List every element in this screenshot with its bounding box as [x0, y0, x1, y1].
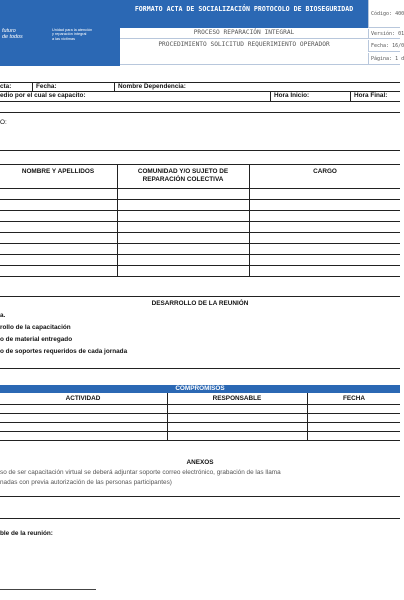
logo-slogan: futuro de todos	[2, 28, 23, 41]
table-row	[0, 199, 400, 200]
anexos-title: ANEXOS	[186, 459, 214, 466]
table-row	[0, 431, 400, 432]
table-row	[0, 413, 400, 414]
document-title: FORMATO ACTA DE SOCIALIZACIÓN PROTOCOLO DE BIOSEGURIDAD	[120, 0, 368, 28]
version-label: Versión: 01	[368, 29, 400, 39]
col-cargo-header: CARGO	[313, 168, 337, 175]
logo-block	[0, 0, 120, 66]
divider	[32, 82, 33, 91]
desarrollo-item: a.	[0, 312, 6, 319]
desarrollo-item: rollo de la capacitación	[0, 324, 71, 331]
divider	[0, 164, 400, 165]
desarrollo-title: DESARROLLO DE LA REUNIÓN	[151, 300, 249, 307]
date-label: Fecha: 16/0	[368, 40, 400, 52]
desarrollo-item: o de soportes requeridos de cada jornada	[0, 348, 128, 355]
anexos-text: so de ser capacitación virtual se deberá adjuntar soporte correo electrónico, grabación de las llama	[0, 469, 281, 476]
table-row	[0, 243, 400, 244]
table-row	[0, 188, 400, 189]
divider	[114, 82, 115, 91]
hora-inicio-label: Hora Inicio:	[274, 92, 310, 99]
col-name-header: NOMBRE Y APELLIDOS	[21, 168, 95, 175]
desarrollo-item: o de material entregado	[0, 336, 73, 343]
divider	[0, 101, 400, 102]
dependencia-label: Nombre Dependencia:	[118, 83, 186, 90]
divider	[117, 164, 118, 276]
divider	[0, 368, 400, 369]
table-row	[0, 254, 400, 255]
divider	[0, 112, 400, 113]
procedure-label: PROCEDIMIENTO SOLICITUD REQUERIMIENTO OPERADOR	[120, 40, 368, 65]
acta-label: cta:	[0, 83, 12, 90]
table-row	[0, 276, 400, 277]
page-label: Página: 1 d	[368, 53, 400, 65]
col-responsable-header: RESPONSABLE	[212, 395, 262, 402]
divider	[0, 518, 400, 519]
firma-label: ble de la reunión:	[0, 530, 53, 537]
medio-label: edio por el cual se capacito:	[0, 92, 86, 99]
table-row	[0, 265, 400, 266]
col-fecha-header: FECHA	[342, 395, 365, 402]
logo-entity-name: Unidad para la atención y reparación integral a las víctimas	[52, 28, 93, 41]
table-row	[0, 422, 400, 423]
hora-final-label: Hora Final:	[354, 92, 388, 99]
anexos-text: nadas con previa autorización de las personas participantes)	[0, 479, 172, 486]
divider	[0, 82, 400, 83]
table-row	[0, 232, 400, 233]
divider	[270, 91, 271, 101]
col-actividad-header: ACTIVIDAD	[65, 395, 101, 402]
objetivo-label: O:	[0, 119, 7, 126]
fecha-label: Fecha:	[36, 83, 57, 90]
table-row	[0, 221, 400, 222]
table-row	[0, 440, 400, 441]
divider	[307, 393, 308, 440]
table-row	[0, 404, 400, 405]
divider	[249, 164, 250, 276]
signature-line	[0, 589, 96, 590]
code-label: Código: 400	[368, 0, 400, 28]
divider	[0, 296, 400, 297]
table-row	[0, 210, 400, 211]
divider	[0, 496, 400, 497]
divider	[167, 393, 168, 440]
divider	[0, 150, 400, 151]
compromisos-title: COMPROMISOS	[0, 385, 400, 393]
process-label: PROCESO REPARACIÓN INTEGRAL	[120, 29, 368, 39]
col-comunidad-header: COMUNIDAD Y/O SUJETO DE REPARACIÓN COLECTIVA	[137, 168, 229, 183]
divider	[350, 91, 351, 101]
